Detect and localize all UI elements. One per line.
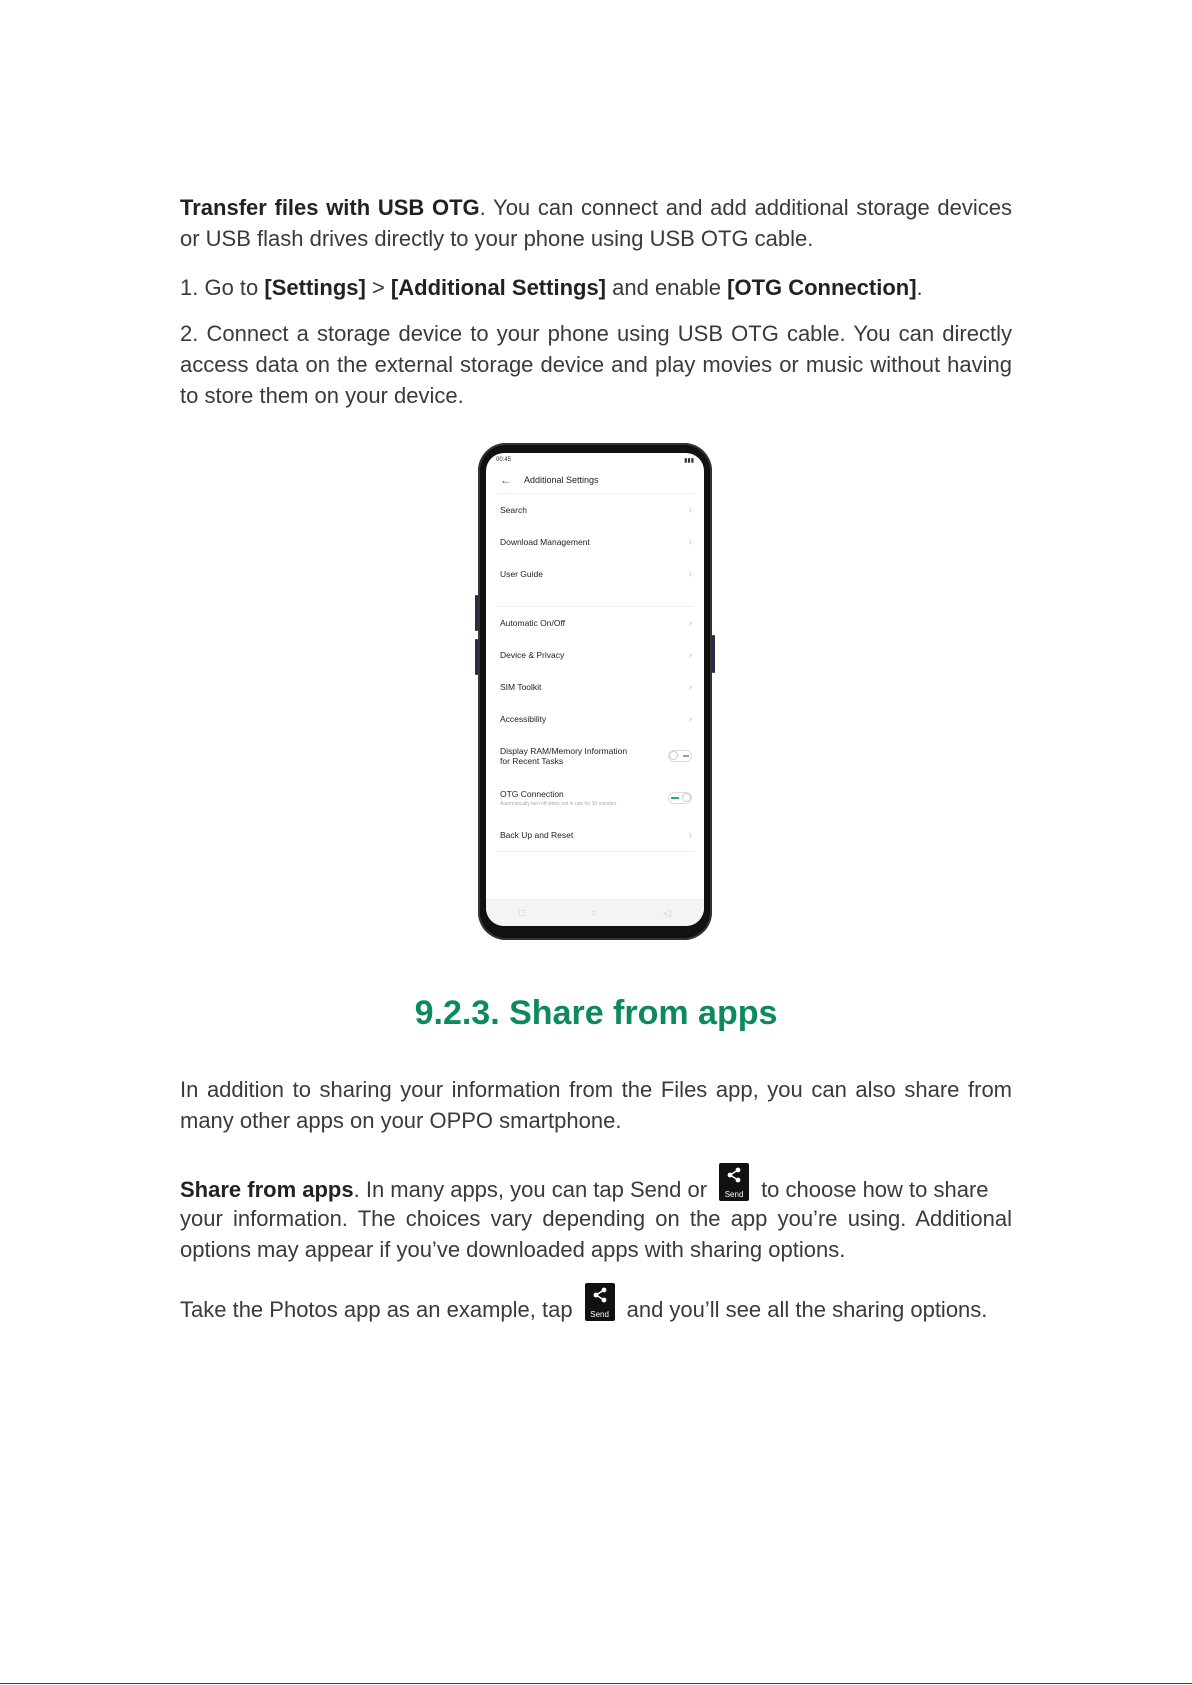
footer-rule: [0, 1683, 1192, 1684]
battery-icon: ▮▮▮: [684, 457, 694, 464]
share-send-icon: [585, 1283, 615, 1321]
display-ram-line-2: for Recent Tasks: [500, 756, 564, 766]
toggle-knob: [682, 793, 691, 802]
step-1-mid: and enable: [606, 275, 728, 300]
step-1-end: .: [916, 275, 923, 300]
display-ram-toggle[interactable]: [668, 750, 692, 762]
chevron-right-icon: ›: [688, 681, 692, 693]
usb-otg-intro: [180, 192, 1012, 254]
share-send-icon: [719, 1163, 749, 1201]
step-1-settings: [Settings]: [264, 275, 366, 300]
settings-item-label: Back Up and Reset: [500, 830, 574, 840]
settings-item-label: Download Management: [500, 537, 590, 547]
settings-item-accessibility[interactable]: [486, 703, 704, 735]
share-text-a: . In many apps, you can tap Send or: [353, 1177, 708, 1202]
chevron-right-icon: ›: [688, 568, 692, 580]
settings-item-backup-reset[interactable]: [486, 819, 704, 851]
chevron-right-icon: ›: [688, 504, 692, 516]
settings-item-user-guide[interactable]: [486, 558, 704, 590]
divider: [496, 851, 694, 852]
step-1-additional: [Additional Settings]: [390, 275, 607, 300]
settings-item-label: SIM Toolkit: [500, 682, 542, 692]
otg-subtext: Automatically turn off when not in use for 10 minutes.: [500, 801, 618, 807]
settings-item-device-privacy[interactable]: [486, 639, 704, 671]
nav-bar: [486, 899, 704, 926]
step-1-prefix: 1. Go to: [180, 275, 265, 300]
phone-screenshot: [478, 443, 712, 940]
app-header: [486, 467, 704, 493]
section-heading: 9.2.3. Share from apps: [414, 994, 778, 1032]
section-gap: [486, 590, 704, 606]
otg-label: OTG Connection: [500, 789, 564, 799]
home-icon[interactable]: ○: [591, 907, 598, 919]
display-ram-line-1: Display RAM/Memory Information: [500, 746, 628, 756]
chevron-right-icon: ›: [688, 649, 692, 661]
share-intro: In addition to sharing your information from the Files app, you can also share from many other apps on your OPPO smartphone.: [180, 1077, 1012, 1133]
settings-item-download-management[interactable]: [486, 526, 704, 558]
share-from-apps-bold: Share from apps: [180, 1177, 354, 1202]
photos-example: [180, 1283, 1012, 1330]
power-button: [712, 635, 715, 673]
chevron-right-icon: ›: [688, 713, 692, 725]
settings-item-label: [500, 746, 627, 766]
volume-up-button: [475, 595, 478, 631]
volume-down-button: [475, 639, 478, 675]
back-arrow-icon[interactable]: ←: [500, 473, 512, 487]
otg-toggle[interactable]: [668, 792, 692, 804]
settings-item-automatic-on-off[interactable]: [486, 607, 704, 639]
settings-item-label: Automatic On/Off: [500, 618, 566, 628]
phone-screen: [486, 453, 704, 926]
screen-title: Additional Settings: [524, 475, 599, 485]
settings-item-label: User Guide: [500, 569, 543, 579]
step-1: [180, 272, 1012, 303]
settings-item-display-ram: [486, 735, 704, 777]
status-bar: [486, 453, 704, 467]
settings-item-search[interactable]: [486, 494, 704, 526]
toggle-knob: [669, 751, 678, 760]
step-1-gt: >: [365, 275, 391, 300]
settings-item-label: Search: [500, 505, 527, 515]
settings-item-label: Device & Privacy: [500, 650, 565, 660]
chevron-right-icon: ›: [688, 617, 692, 629]
status-time: 00:45: [496, 457, 512, 463]
photos-text-a: Take the Photos app as an example, tap: [180, 1297, 573, 1322]
chevron-right-icon: ›: [688, 829, 692, 841]
send-icon-label: Send: [590, 1310, 609, 1319]
back-icon[interactable]: ◁: [663, 907, 671, 919]
settings-item-sim-toolkit[interactable]: [486, 671, 704, 703]
chevron-right-icon: ›: [688, 536, 692, 548]
settings-item-label: [500, 789, 617, 807]
settings-item-otg-connection: [486, 777, 704, 819]
recents-icon[interactable]: □: [519, 907, 526, 919]
share-text-b: to choose how to share: [761, 1177, 989, 1202]
photos-text-b: and you’ll see all the sharing options.: [626, 1297, 988, 1322]
usb-otg-text: . You can connect and add additional storage devices or USB flash drives directly to your phone using USB OTG cable.: [180, 195, 1013, 251]
send-icon-label: Send: [724, 1190, 744, 1199]
usb-otg-bold: Transfer files with USB OTG: [180, 195, 480, 220]
step-2: 2. Connect a storage device to your phone using USB OTG cable. You can directly access data on the external storage device and play movies or music without having to store them on your device.: [180, 321, 1012, 408]
step-1-otg: [OTG Connection]: [727, 275, 917, 300]
share-from-apps-cont: your information. The choices vary depending on the app you’re using. Additional options may appear if you’ve downloaded apps with sharing options.: [180, 1206, 1012, 1262]
settings-item-label: Accessibility: [500, 714, 547, 724]
